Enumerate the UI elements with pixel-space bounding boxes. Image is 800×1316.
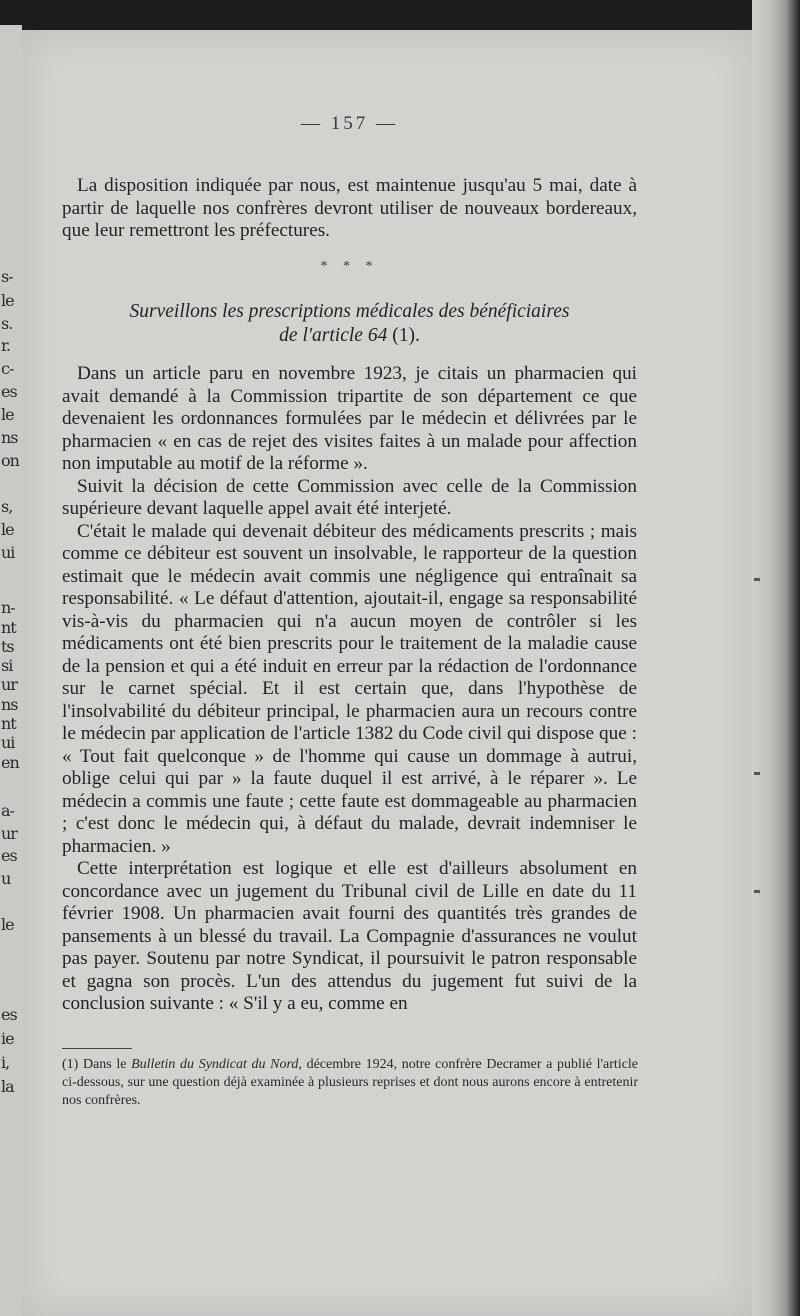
section-heading-article: de l'article 64 — [279, 325, 388, 346]
footnote-prefix: (1) Dans le — [62, 1057, 127, 1072]
footnote-text: décembre 1924, notre confrère Decramer a publié l'article ci-dessous, sur une question déjà examinée à plusieurs reprises et dont nous aurons encore à entretenir nos confrères. — [62, 1057, 639, 1108]
edge-mark — [754, 772, 760, 775]
fragment: la — [1, 1077, 14, 1096]
fragment: le — [1, 520, 14, 539]
fragment: u — [1, 869, 11, 888]
paragraph: Cette interprétation est logique et elle est d'ailleurs absolument en concordance avec un jugement du Tribunal civil de Lille en date du 11 février 1908. Un pharmacien avait fourni des quantités très grandes de pansements à un blessé du travail. La Compagnie d'assurances ne voulut pas payer. Soutenu par notre Syndicat, il poursuivit le patron responsable et gagna son procès. L'un des attendus du jugement fut suivi de la conclusion suivante : « S'il y a eu, comme en — [62, 858, 637, 1014]
fragment: ie — [1, 1029, 14, 1048]
fragment: le — [1, 405, 14, 424]
intro-paragraph: La disposition indiquée par nous, est maintenue jusqu'au 5 mai, date à partir de laquelle nos confrères devront utiliser de nouveaux bordereaux, que leur remettront les préfectures. — [62, 175, 637, 241]
section-heading-line1: Surveillons les prescriptions médicales des bénéficiaires — [129, 301, 570, 322]
fragment: r. — [1, 336, 10, 355]
fragment: ur — [1, 675, 17, 694]
fragment: es — [1, 1005, 17, 1024]
fragment: a- — [1, 801, 14, 820]
fragment: s, — [1, 497, 13, 516]
fragment: si — [1, 656, 13, 675]
fragment: on — [1, 451, 19, 470]
fragment: en — [1, 753, 19, 772]
page-number: — 157 — — [301, 113, 398, 134]
footnote — [62, 1056, 638, 1110]
adjacent-page-edge — [0, 25, 22, 1316]
edge-mark — [754, 890, 760, 893]
fragment: i, — [1, 1053, 10, 1072]
fragment: ui — [1, 543, 15, 562]
fragment: nt — [1, 618, 16, 637]
section-heading-line2 — [62, 324, 637, 348]
fragment: ts — [1, 637, 14, 656]
fragment: s. — [1, 314, 13, 333]
footnote-publication: Bulletin du Syndicat du Nord, — [131, 1057, 302, 1072]
section-heading — [62, 300, 637, 348]
fragment: ns — [1, 428, 18, 447]
fragment: le — [1, 915, 14, 934]
paragraph: Dans un article paru en novembre 1923, je citais un pharmacien qui avait demandé à la Commission tripartite de son département ce que devenaient les ordonnances formulées par le médecin et délivrées par le pharmacien « en cas de rejet des visites faites à un malade pour affection non imputable au motif de la réforme ». — [62, 363, 637, 474]
footnote-reference: (1). — [392, 325, 420, 346]
fragment: ns — [1, 695, 18, 714]
body-text — [62, 363, 637, 1016]
fragment: ui — [1, 733, 15, 752]
paragraph: C'était le malade qui devenait débiteur des médicaments prescrits ; mais comme ce débiteur est souvent un insolvable, le rapporteur de la question estimait que le médecin avait commis une négligence qui entraînait sa responsabilité. « Le défaut d'attention, ajoutait-il, engage sa responsabilité vis-à-vis du pharmacien qui n'a aucun moyen de contrôler si les médicaments ont été bien prescrits pour le traitement de la maladie cause de la pension et qui a été induit en erreur par la rédaction de l'ordonnance sur le carnet spécial. Et il est certain que, dans l'hypothèse de l'insolvabilité du débiteur principal, le pharmacien aura un recours contre le médecin par application de l'article 1382 du Code civil qui dispose que : « Tout fait quelconque » de l'homme qui cause un dommage à autrui, oblige celui qui par » la faute duquel il est arrivé, à le réparer ». Le médecin a commis une faute ; cette faute est dommageable au pharmacien ; c'est donc le médecin qui, à défaut du malade, devrait indemniser le pharmacien. » — [62, 520, 637, 857]
page-fore-edge — [752, 0, 800, 1316]
edge-mark — [754, 578, 760, 581]
section-separator: * * * — [320, 259, 379, 274]
fragment: nt — [1, 714, 16, 733]
paragraph: Suivit la décision de cette Commission avec celle de la Commission supérieure devant laquelle appel avait été interjeté. — [62, 475, 637, 519]
fragment: s- — [1, 267, 13, 286]
footnote-rule — [62, 1048, 132, 1049]
fragment: c- — [1, 359, 14, 378]
fragment: es — [1, 846, 17, 865]
fragment: es — [1, 382, 17, 401]
fragment: le — [1, 291, 14, 310]
fragment: n- — [1, 598, 15, 617]
page-content — [62, 0, 637, 1316]
fragment: ur — [1, 824, 17, 843]
